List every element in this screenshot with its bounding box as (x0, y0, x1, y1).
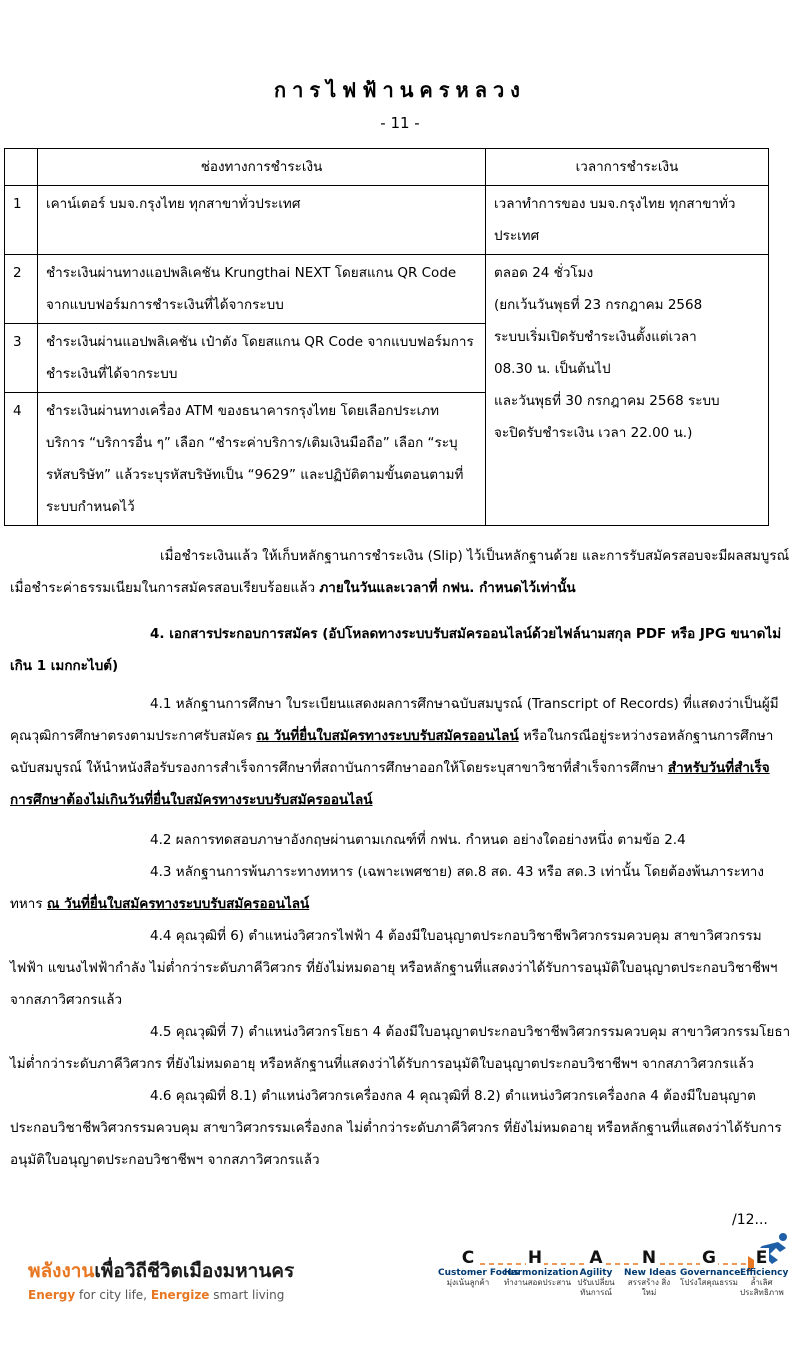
value-g (680, 1248, 741, 1288)
value-en: Customer Focus (438, 1268, 519, 1278)
slogan-en-energize: Energize (150, 1288, 210, 1302)
time-line: 08.30 น. เป็นต้นไป (494, 361, 611, 377)
document-body (10, 540, 792, 604)
time-line: ระบบเริ่มเปิดรับชำระเงินตั้งแต่เวลา (494, 329, 697, 345)
value-th: โปร่งใสคุณธรรม (680, 1278, 738, 1287)
time-line: ตลอด 24 ชั่วโมง (494, 265, 594, 281)
payment-time: เวลาทำการของ บมจ.กรุงไทย ทุกสาขาทั่วประเทศ (486, 186, 769, 255)
value-th: ทำงานสอดประสาน (504, 1278, 572, 1287)
slogan-thai-b: เพื่อวิถีชีวิตเมืองมหานคร (94, 1260, 295, 1282)
slogan-thai-a: พลังงาน (28, 1260, 95, 1282)
item-4-5: 4.5 คุณวุฒิที่ 7) ตำแหน่งวิศวกรโยธา 4 ต้องมีใบอนุญาตประกอบวิชาชีพวิศวกรรมควบคุม สาขาวิศวกรรมโยธา ไม่ต่ำกว่าระดับภาคีวิศวกร ที่ยังไม่หมดอายุ หรือหลักฐานที่แสดงว่าได้รับการอนุมัติใบอนุญาตประกอบวิชาชีพฯ จากสภาวิศวกรแล้ว (10, 1024, 791, 1072)
table-header-row (5, 149, 769, 186)
value-letter: C (461, 1248, 475, 1268)
item-4-3-emphasis: ณ วันที่ยื่นใบสมัครทางระบบรับสมัครออนไลน์ (46, 896, 310, 912)
item-4-1-text: 4.1 หลักฐานการศึกษา ใบระเบียนแสดงผลการศึกษาฉบับสมบูรณ์ (Transcript of Records) ที่แสดงว่าเป็นผู้มีคุณวุฒิการศึกษาตรงตามประกาศรับสมัคร (10, 696, 779, 744)
section-4-items (10, 688, 792, 1176)
payment-channel: เคาน์เตอร์ บมจ.กรุงไทย ทุกสาขาทั่วประเทศ (38, 186, 486, 255)
value-th: มุ่งเน้นลูกค้า (446, 1278, 490, 1287)
value-letter: A (589, 1248, 603, 1268)
next-page-indicator: /12... (732, 1212, 768, 1228)
table-row (5, 255, 769, 324)
time-line: จะปิดรับชำระเงิน เวลา 22.00 น.) (494, 425, 693, 441)
value-a (574, 1248, 618, 1298)
payment-channel: ชำระเงินผ่านแอปพลิเคชัน เป๋าตัง โดยสแกน QR Code จากแบบฟอร์มการชำระเงินที่ได้จากระบบ (38, 324, 486, 393)
row-number: 4 (5, 393, 38, 526)
section-4-heading: 4. เอกสารประกอบการสมัคร (อัปโหลดทางระบบรับสมัครออนไลน์ด้วยไฟล์นามสกุล PDF หรือ JPG ขนาดไม่เกิน 1 เมกกะไบต์) (10, 626, 782, 674)
value-en: Efficiency (740, 1268, 789, 1278)
row-number: 1 (5, 186, 38, 255)
item-4-2: 4.2 ผลการทดสอบภาษาอังกฤษผ่านตามเกณฑ์ที่ กฟน. กำหนด อย่างใดอย่างหนึ่ง ตามข้อ 2.4 (150, 832, 686, 848)
value-en: Governance (680, 1268, 741, 1278)
value-n (624, 1248, 677, 1298)
value-c (438, 1248, 519, 1288)
header-channel: ช่องทางการชำระเงิน (38, 149, 486, 186)
header-time: เวลาการชำระเงิน (486, 149, 769, 186)
slip-text: เมื่อชำระเงินแล้ว ให้เก็บหลักฐานการชำระเงิน (Slip) ไว้เป็นหลักฐานด้วย และการรับสมัครสอบจะมีผลสมบูรณ์ เมื่อชำระค่าธรรมเนียมในการสมัครสอบเรียบร้อยแล้ว (10, 548, 790, 596)
value-h (504, 1248, 579, 1288)
time-line: (ยกเว้นวันพุธที่ 23 กรกฎาคม 2568 (494, 297, 703, 313)
slogan-en-end: smart living (209, 1288, 285, 1302)
value-en: New Ideas (624, 1268, 677, 1278)
item-4-1-emphasis: ณ วันที่ยื่นใบสมัครทางระบบรับสมัครออนไลน์ (256, 728, 519, 744)
item-4-3-text: 4.3 หลักฐานการพ้นภาระทางทหาร (เฉพาะเพศชาย) สด.8 สด. 43 หรือ สด.3 เท่านั้น โดยต้องพ้นภาระทางทหาร (10, 864, 764, 912)
change-values-logo (438, 1248, 789, 1328)
page-number: - 11 - (380, 114, 420, 132)
value-th: ล้ำเลิศ ประสิทธิภาพ (740, 1278, 784, 1297)
value-letter: H (527, 1248, 543, 1268)
slogan-thai (28, 1256, 294, 1286)
item-4-1-text-2: หรือในกรณีอยู่ระหว่างรอหลักฐานการศึกษาฉบับสมบูรณ์ ให้นำหนังสือรับรองการสำเร็จการศึกษาที่สถาบันการศึกษาออกให้โดยระบุสาขาวิชาที่สำเร็จการศึกษา (10, 728, 774, 776)
footer-slogan (28, 1256, 294, 1302)
item-4-1 (10, 688, 792, 816)
slip-paragraph (10, 540, 792, 604)
value-en: Harmonization (504, 1268, 579, 1278)
payment-channel: ชำระเงินผ่านทางเครื่อง ATM ของธนาคารกรุงไทย โดยเลือกประเภทบริการ “บริการอื่น ๆ” เลือก “ชำระค่าบริการ/เติมเงินมือถือ” เลือก “ระบุรหัสบริษัท” แล้วระบุรหัสบริษัทเป็น “9629” และปฏิบัติตามขั้นตอนตามที่ระบบกำหนดไว้ (38, 393, 486, 526)
slogan-english (28, 1288, 294, 1302)
item-4-1-emphasis-2: สำหรับวันที่สำเร็จการศึกษาต้องไม่เกินวันที่ยื่นใบสมัครทางระบบรับสมัครออนไลน์ (10, 760, 770, 808)
section-4 (10, 618, 792, 682)
payment-channel: ชำระเงินผ่านทางแอปพลิเคชัน Krungthai NEXT โดยสแกน QR Code จากแบบฟอร์มการชำระเงินที่ได้จากระบบ (38, 255, 486, 324)
item-4-4: 4.4 คุณวุฒิที่ 6) ตำแหน่งวิศวกรไฟฟ้า 4 ต้องมีใบอนุญาตประกอบวิชาชีพวิศวกรรมควบคุม สาขาวิศวกรรมไฟฟ้า แขนงไฟฟ้ากำลัง ไม่ต่ำกว่าระดับภาคีวิศวกร ที่ยังไม่หมดอายุ หรือหลักฐานที่แสดงว่าได้รับการอนุมัติใบอนุญาตประกอบวิชาชีพฯ จากสภาวิศวกรแล้ว (10, 928, 778, 1008)
value-en: Agility (579, 1268, 613, 1278)
row-number: 3 (5, 324, 38, 393)
slogan-en-mid: for city life, (75, 1288, 151, 1302)
payment-channels-table (4, 148, 769, 526)
row-number: 2 (5, 255, 38, 324)
item-4-3 (10, 856, 792, 920)
page-header-title: การไฟฟ้านครหลวง (274, 78, 526, 102)
payment-time-merged (486, 255, 769, 526)
slogan-en-energy: Energy (28, 1288, 76, 1302)
time-line: และวันพุธที่ 30 กรกฎาคม 2568 ระบบ (494, 393, 720, 409)
value-e (740, 1248, 789, 1298)
value-th: ปรับเปลี่ยน ทันการณ์ (577, 1278, 615, 1297)
value-letter: E (755, 1248, 768, 1268)
value-th: สรรสร้าง สิ่งใหม่ (627, 1278, 671, 1297)
header-no-cell (5, 149, 38, 186)
table-row (5, 186, 769, 255)
item-4-6: 4.6 คุณวุฒิที่ 8.1) ตำแหน่งวิศวกรเครื่องกล 4 คุณวุฒิที่ 8.2) ตำแหน่งวิศวกรเครื่องกล 4 ต้องมีใบอนุญาตประกอบวิชาชีพวิศวกรรมควบคุม สาขาวิศวกรรมเครื่องกล ไม่ต่ำกว่าระดับภาคีวิศวกร ที่ยังไม่หมดอายุ หรือหลักฐานที่แสดงว่าได้รับการอนุมัติใบอนุญาตประกอบวิชาชีพฯ จากสภาวิศวกรแล้ว (10, 1088, 782, 1168)
value-letter: G (702, 1248, 716, 1268)
slip-deadline-text: ภายในวันและเวลาที่ กฟน. กำหนดไว้เท่านั้น (319, 580, 576, 596)
value-letter: N (641, 1248, 657, 1268)
